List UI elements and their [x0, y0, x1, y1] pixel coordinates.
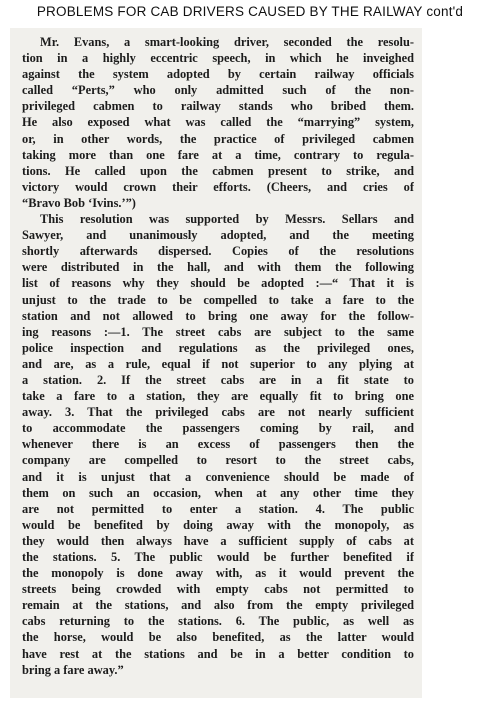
article-line: unjust to the trade to be compelled to take a fare to the	[22, 292, 414, 307]
article-line: take a fare to a station, they are equally fit to bring one	[22, 389, 414, 404]
article-line: a station. 2. If the street cabs are in a fit state to	[22, 372, 414, 387]
article-line: victory would crown their efforts. (Cheers, and cries of	[22, 179, 414, 194]
newspaper-clipping	[10, 28, 422, 698]
article-line: shortly afterwards dispersed. Copies of the resolutions	[22, 244, 414, 259]
article-line: to accommodate the passengers coming by rail, and	[22, 421, 414, 436]
article-line: are not permitted to enter a station. 4. The public	[22, 501, 414, 516]
article-line: He also exposed what was called the “marrying” system,	[22, 115, 414, 130]
article-line: police inspection and regulations as the privileged ones,	[22, 340, 414, 355]
article-line: tions. He called upon the cabmen present to strike, and	[22, 163, 414, 178]
article-line: station and not allowed to bring one away for the follow-	[22, 308, 414, 323]
article-line: the stations. 5. The public would be further benefited if	[22, 550, 414, 564]
article-line: have rest at the stations and be in a better condition to	[22, 646, 414, 661]
article-line: cabs returning to the stations. 6. The public, as well as	[22, 614, 414, 629]
article-line: list of reasons why they should be adopted :—“ That it is	[22, 276, 414, 291]
article-line: remain at the stations, and also from the empty privileged	[22, 598, 414, 613]
article-line: called “Perts,” who only admitted such of the non-	[22, 83, 414, 98]
article-line: would be benefited by doing away with the monopoly, as	[22, 517, 414, 532]
article-line: they would then always have a sufficient supply of cabs at	[22, 533, 414, 548]
article-line: tion in a highly eccentric speech, in which he inveighed	[22, 51, 414, 66]
article-body	[22, 34, 414, 678]
article-line: the horse, would be also benefited, as the latter would	[22, 630, 414, 645]
page-title: PROBLEMS FOR CAB DRIVERS CAUSED BY THE RAILWAY cont'd	[36, 4, 464, 19]
article-line: them on such an occasion, when at any other time they	[22, 485, 414, 500]
article-line: “Bravo Bob ‘Ivins.’”)	[22, 195, 136, 210]
article-line: company are compelled to resort to the street cabs,	[22, 453, 414, 468]
article-line: ing reasons :—1. The street cabs are subject to the same	[22, 324, 414, 339]
article-line: This resolution was supported by Messrs. Sellars and	[40, 212, 414, 227]
article-line: and are, as a rule, equal if not superior to any plying at	[22, 356, 414, 371]
article-line: bring a fare away.”	[22, 662, 124, 677]
article-line: were distributed in the hall, and with them the following	[22, 260, 414, 275]
article-line: privileged cabmen to railway stands who bribed them.	[22, 99, 414, 114]
article-line: away. 3. That the privileged cabs are not nearly sufficient	[22, 405, 414, 420]
article-line: and it is unjust that a convenience should be made of	[22, 469, 414, 484]
article-line: taking more than one fare at a time, contrary to regula-	[22, 147, 414, 162]
article-line: streets being crowded with empty cabs not permitted to	[22, 582, 414, 597]
article-line: against the system adopted by certain railway officials	[22, 67, 414, 82]
article-line: Mr. Evans, a smart-looking driver, seconded the resolu-	[40, 35, 414, 49]
article-line: whenever there is an excess of passengers then the	[22, 437, 414, 452]
article-line: Sawyer, and unanimously adopted, and the meeting	[22, 228, 414, 243]
article-line: the monopoly is done away with, as it would prevent the	[22, 566, 414, 581]
article-line: or, in other words, the practice of privileged cabmen	[22, 131, 414, 146]
